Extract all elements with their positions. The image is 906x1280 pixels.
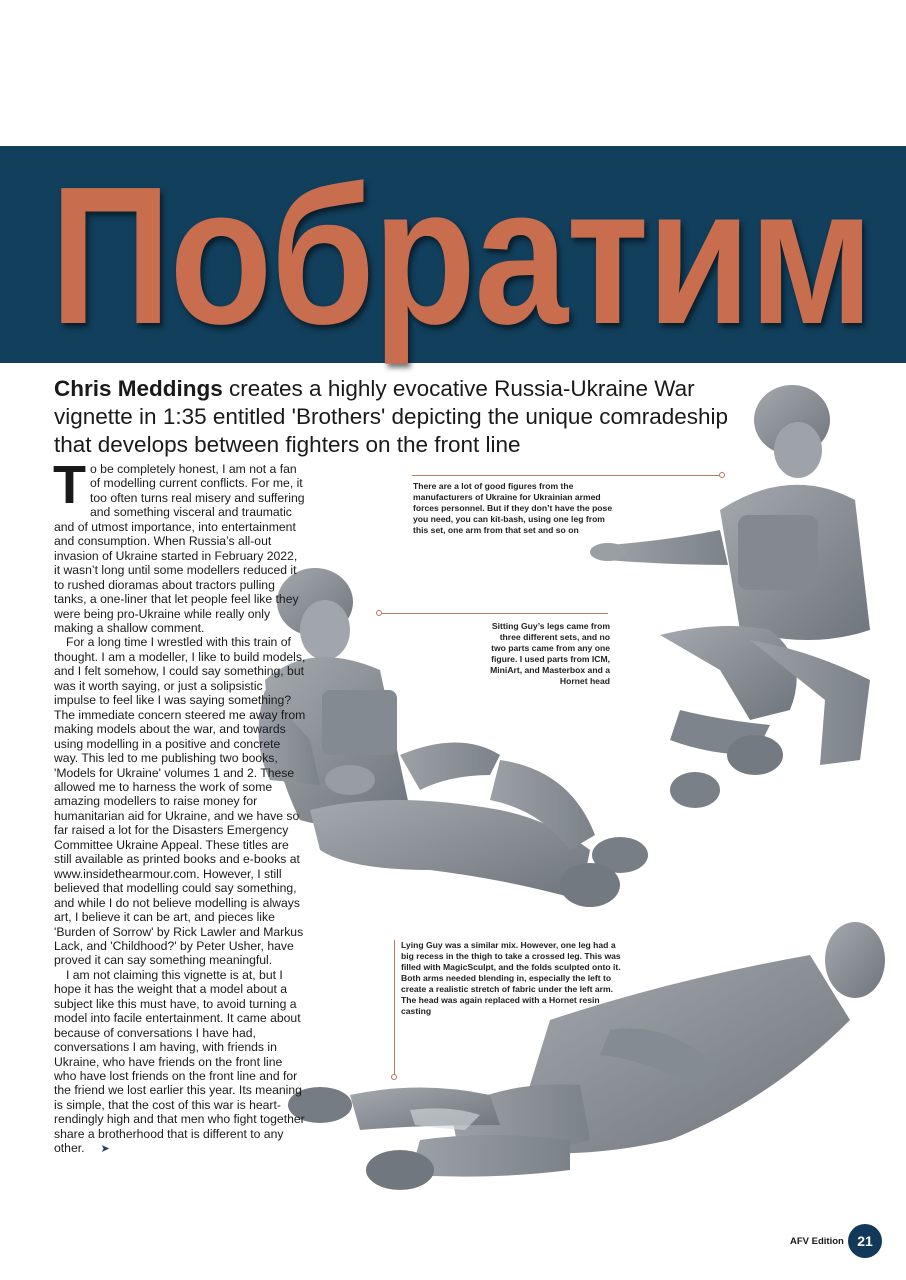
article-body	[53, 455, 306, 1157]
standfirst-text: creates a highly evocative Russia-Ukraine War vignette in 1:35 entitled 'Brothers' depicting the unique comradeship that develops between fighters on the front line	[54, 376, 729, 457]
paragraph-3	[54, 968, 306, 1157]
caption-1-leader	[412, 475, 722, 476]
drop-cap: T	[53, 455, 86, 515]
page-number: 21	[848, 1224, 882, 1258]
caption-1: There are a lot of good figures from the manufacturers of Ukraine for Ukrainian armed forces personnel. But if they don’t have the pose you need, you can kit-bash, using one leg from this set, one arm from that set and so on	[413, 481, 613, 535]
caption-2: Sitting Guy’s legs came from three different sets, and no two parts came from any one figure. I used parts from ICM, MiniArt, and Masterbox and a Hornet head	[490, 621, 610, 686]
caption-3-leader	[394, 940, 395, 1075]
author-name: Chris Meddings	[54, 376, 223, 401]
caption-3: Lying Guy was a similar mix. However, one leg had a big recess in the thigh to take a crossed leg. This was filled with MagicSculpt, and the folds sculpted onto it. Both arms needed blending in, especially the left to create a realistic stretch of fabric under the left arm. The head was again replaced with a Hornet resin casting	[401, 940, 621, 1016]
caption-1-leader-end	[719, 472, 725, 478]
figure-sitting-centre	[259, 568, 648, 907]
page-title: Побратим	[50, 146, 873, 365]
caption-3-leader-end	[391, 1074, 397, 1080]
paragraph-1	[53, 455, 306, 635]
publication-name: AFV Edition	[790, 1236, 844, 1247]
paragraph-1-text: o be completely honest, I am not a fan of modelling current conflicts. For me, it too often turns real misery and suffering and something visceral and traumatic and of utmost importance, into entertainment and consumption. When Russia’s all-out invasion of Ukraine started in February 2022, it wasn’t long until some modellers reduced it to rushed dioramas about tractors pulling tanks, a one-liner that let people feel like they were being pro-Ukraine while really only making a shallow comment.	[54, 462, 305, 635]
figure-sitting-upper	[590, 385, 870, 808]
end-mark-icon: ➤	[100, 1143, 110, 1156]
paragraph-3-text: I am not claiming this vignette is at, but I hope it has the weight that a model about a subject like this must have, to avoid turning a model into facile entertainment. It came about because of conversations I have had, conversations I am having, with friends in Ukraine, who have friends on the front line who have lost friends on the front line and for the friend we lost earlier this year. Its meaning is simple, that the cost of this war is heart-rendingly high and that men who fight together share a brotherhood that is different to any other.	[54, 967, 305, 1156]
paragraph-2: For a long time I wrestled with this train of thought. I am a modeller, I like to build models, and I felt somehow, I could say something, but was it worth saying, or just a solipsistic impulse to feel like I was saying something? The immediate concern steered me away from making models about the war, and towards using modelling in a positive and concrete way. This led to me publishing two books, 'Models for Ukraine' volumes 1 and 2. These allowed me to harness the work of some amazing modellers to raise money for humanitarian aid for Ukraine, and we have so far raised a lot for the Disasters Emergency Committee Ukraine Appeal. These titles are still available as printed books and e-books at www.insidethearmour.com. However, I still believed that modelling could say something, and while I do not believe modelling is always art, I believe it can be art, and pieces like 'Burden of Sorrow' by Rick Lawler and Markus Lack, and 'Childhood?' by Peter Usher, have proved it can say something meaningful.	[54, 635, 306, 968]
caption-2-leader	[382, 613, 608, 614]
